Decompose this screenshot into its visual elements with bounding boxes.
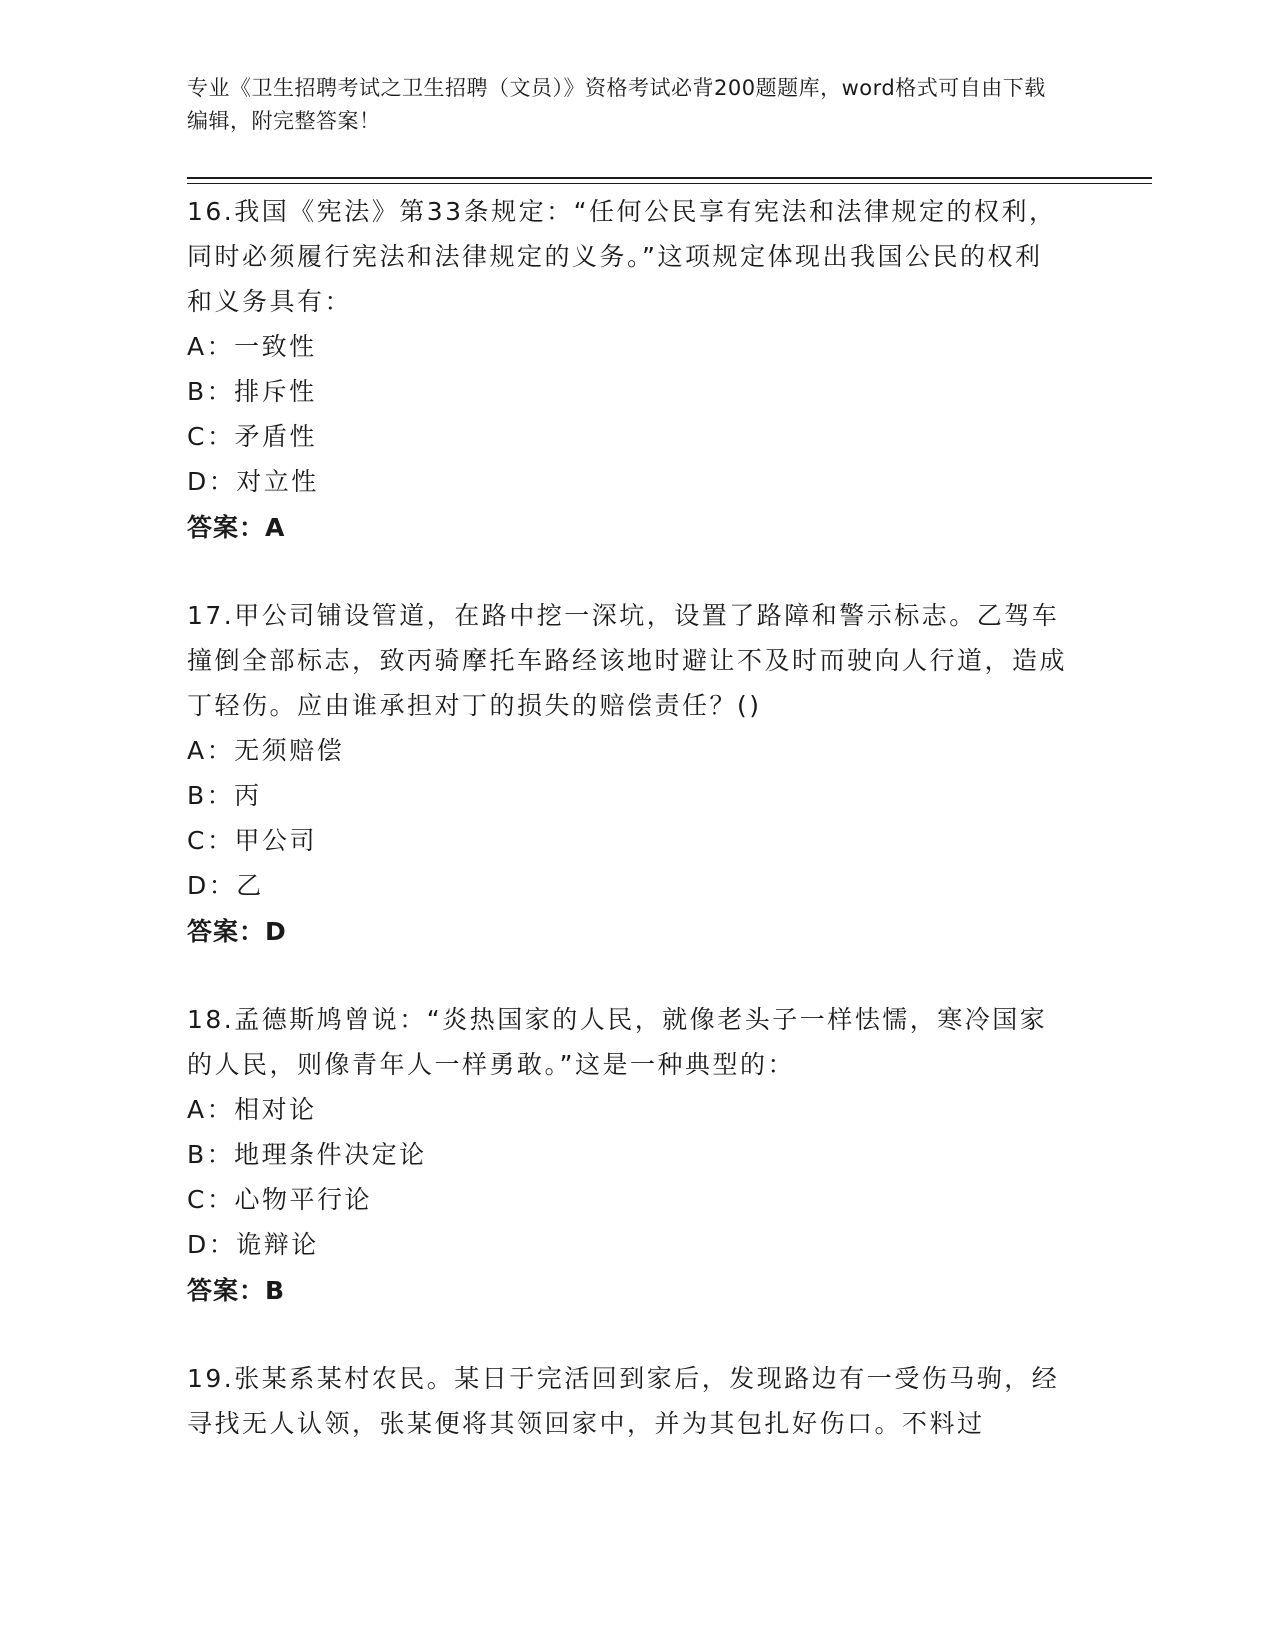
- option-d: D：对立性: [187, 467, 319, 496]
- option-b: B：丙: [187, 781, 262, 810]
- question-17: [187, 593, 1067, 955]
- option-a: A：相对论: [187, 1095, 317, 1124]
- question-stem: 18.孟德斯鸠曾说：“炎热国家的人民，就像老头子一样怯懦，寒冷国家的人民，则像青年人一样勇敢。”这是一种典型的：: [187, 1005, 1048, 1079]
- question-stem: 17.甲公司铺设管道，在路中挖一深坑，设置了路障和警示标志。乙驾车撞倒全部标志，致丙骑摩托车路经该地时避让不及时而驶向人行道，造成丁轻伤。应由谁承担对丁的损失的赔偿责任？(): [187, 601, 1068, 720]
- option-c: C：心物平行论: [187, 1185, 372, 1214]
- option-a: A：一致性: [187, 332, 317, 361]
- header-rule-thin: [187, 183, 1152, 184]
- document-header: 专业《卫生招聘考试之卫生招聘（文员）》资格考试必背200题题库，word格式可自由下载编辑，附完整答案！: [187, 76, 1046, 133]
- question-stem: 16.我国《宪法》第33条规定：“任何公民享有宪法和法律规定的权利，同时必须履行宪法和法律规定的义务。”这项规定体现出我国公民的权利和义务具有：: [187, 197, 1057, 316]
- question-16: [187, 189, 1067, 551]
- question-19: [187, 1356, 1067, 1446]
- option-d: D：乙: [187, 871, 264, 900]
- answer-line: 答案：A: [187, 513, 286, 542]
- option-d: D：诡辩论: [187, 1230, 319, 1259]
- header-rule-thick: [187, 177, 1152, 179]
- option-a: A：无须赔偿: [187, 736, 345, 765]
- option-c: C：甲公司: [187, 826, 317, 855]
- option-b: B：排斥性: [187, 377, 317, 406]
- answer-line: 答案：B: [187, 1276, 286, 1305]
- question-stem: 19.张某系某村农民。某日于完活回到家后，发现路边有一受伤马驹，经寻找无人认领，张某便将其领回家中，并为其包扎好伤口。不料过: [187, 1364, 1060, 1438]
- answer-line: 答案：D: [187, 917, 287, 946]
- option-b: B：地理条件决定论: [187, 1140, 427, 1169]
- option-c: C：矛盾性: [187, 422, 317, 451]
- question-list: [187, 189, 1067, 1488]
- question-18: [187, 997, 1067, 1314]
